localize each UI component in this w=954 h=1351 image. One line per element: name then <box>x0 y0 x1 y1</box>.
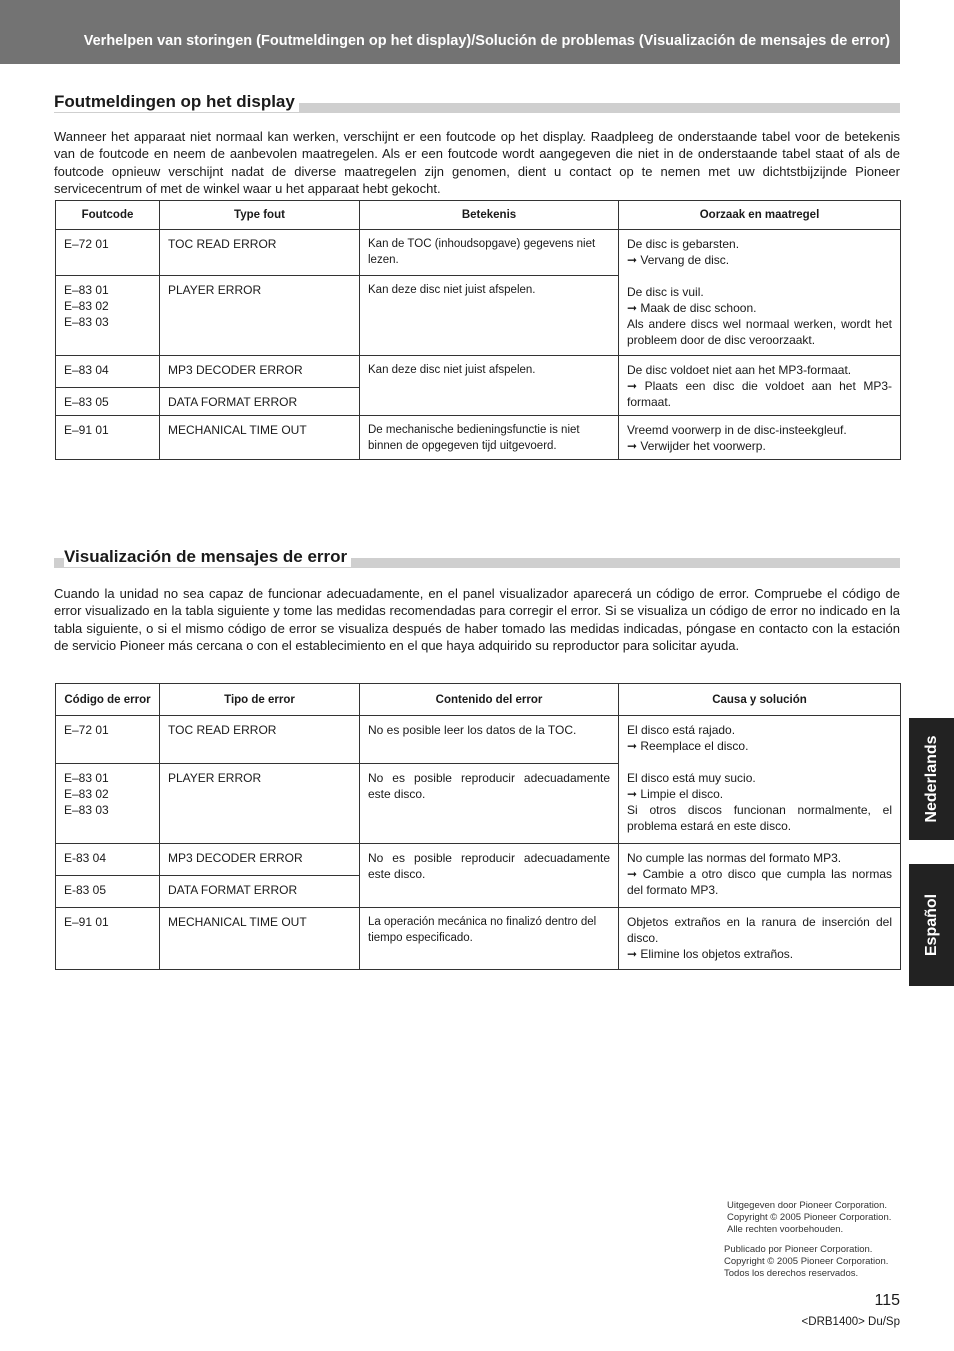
error-cause <box>619 716 901 844</box>
cause-line: De disc is gebarsten. <box>627 237 740 251</box>
column-header: Código de error <box>56 684 160 716</box>
section-heading-nl <box>54 91 900 113</box>
error-code: E–83 04 <box>56 356 160 388</box>
error-table-nl <box>55 200 901 460</box>
error-cause <box>619 356 901 416</box>
publisher-line: Alle rechten voorbehouden. <box>727 1224 844 1235</box>
language-tab-espanol[interactable] <box>909 864 954 986</box>
error-code: E–83 02 <box>64 299 109 313</box>
error-meaning: De mechanische bedieningsfunctie is niet binnen de opgegeven tijd uitgevoerd. <box>360 416 619 460</box>
table-row <box>56 716 901 764</box>
model-code: <DRB1400> Du/Sp <box>801 1316 900 1328</box>
language-tab-label: Español <box>922 893 940 957</box>
cause-line: No cumple las normas del formato MP3. <box>627 851 842 865</box>
error-table-es <box>55 683 901 970</box>
header-band <box>0 0 900 64</box>
publisher-line: Todos los derechos reservados. <box>724 1268 859 1279</box>
language-tab-nederlands[interactable] <box>909 718 954 840</box>
error-code: E–72 01 <box>56 716 160 764</box>
section-title-es: Visualización de mensajes de error <box>64 547 351 567</box>
error-type: MECHANICAL TIME OUT <box>160 416 360 460</box>
cause-action: ➞ Vervang de disc. <box>627 253 730 267</box>
error-cause <box>619 230 901 356</box>
spacer <box>627 268 892 284</box>
cause-line: El disco está muy sucio. <box>627 771 756 785</box>
error-code-list <box>56 276 160 356</box>
error-meaning: Kan deze disc niet juist afspelen. <box>360 356 619 416</box>
error-code: E–83 01 <box>64 771 109 785</box>
column-header: Type fout <box>160 201 360 230</box>
publisher-line: Copyright © 2005 Pioneer Corporation. <box>724 1256 889 1267</box>
error-cause <box>619 908 901 970</box>
error-meaning: Kan deze disc niet juist afspelen. <box>360 276 619 356</box>
column-header: Foutcode <box>56 201 160 230</box>
error-code: E–91 01 <box>56 416 160 460</box>
intro-text-es: Cuando la unidad no sea capaz de funcionar adecuadamente, en el panel visualizador aparecerá un código de error. Compruebe el código de error visualizado en la tabla siguiente y tome las medidas recomendadas para corregir el error. Si se visualiza un código de error no indicado en la tabla siguiente, o si el mismo código de error se visualiza después de haber tomado las medidas indicadas, póngase en contacto con la estación de servicio Pioneer más cercana o con el establecimiento en el que haya adquirido su reproductor para solicitar ayuda. <box>54 586 900 654</box>
spacer <box>627 754 892 770</box>
error-type: MP3 DECODER ERROR <box>160 844 360 876</box>
column-header: Contenido del error <box>360 684 619 716</box>
cause-line: El disco está rajado. <box>627 723 736 737</box>
intro-text-nl: Wanneer het apparaat niet normaal kan werken, verschijnt er een foutcode op het display. Raadpleeg de onderstaande tabel voor de betekenis van de foutcode en neem de aanbevolen maatregelen. Als er een foutcode wordt aangegeven die niet in de onderstaande tabel staat of als de foutcode opnieuw verschijnt nadat de diverse maatregelen zijn genomen, dient u contact op te nemen met uw dichtstbijzijnde Pioneer servicecentrum of met de winkel waar u het apparaat hebt gekocht. <box>54 129 900 197</box>
table-row <box>56 356 901 388</box>
error-code: E-83 05 <box>56 876 160 908</box>
section-heading-es <box>54 546 900 568</box>
error-code: E–91 01 <box>56 908 160 970</box>
error-code: E-83 04 <box>56 844 160 876</box>
cause-action: ➞ Verwijder het voorwerp. <box>627 439 766 453</box>
error-meaning: No es posible leer los datos de la TOC. <box>360 716 619 764</box>
error-type: MP3 DECODER ERROR <box>160 356 360 388</box>
error-type: MECHANICAL TIME OUT <box>160 908 360 970</box>
cause-line: Si otros discos funcionan normalmente, el problema estará en este disco. <box>627 803 892 833</box>
error-type: DATA FORMAT ERROR <box>160 876 360 908</box>
cause-line: De disc is vuil. <box>627 285 704 299</box>
cause-action: ➞ Limpie el disco. <box>627 787 724 801</box>
error-type: PLAYER ERROR <box>160 764 360 844</box>
error-type: DATA FORMAT ERROR <box>160 388 360 416</box>
table-row <box>56 844 901 876</box>
cause-action: ➞ Maak de disc schoon. <box>627 301 757 315</box>
error-code-list <box>56 764 160 844</box>
error-type: TOC READ ERROR <box>160 716 360 764</box>
error-code: E–83 05 <box>56 388 160 416</box>
error-type: PLAYER ERROR <box>160 276 360 356</box>
publisher-notice-nl <box>727 1200 891 1236</box>
table-row <box>56 416 901 460</box>
cause-action: ➞ Cambie a otro disco que cumpla las normas del formato MP3. <box>627 867 892 897</box>
error-type: TOC READ ERROR <box>160 230 360 276</box>
header-title: Verhelpen van storingen (Foutmeldingen op het display)/Solución de problemas (Visualización de mensajes de error) <box>83 33 890 49</box>
column-header: Oorzaak en maatregel <box>619 201 901 230</box>
cause-action: ➞ Reemplace el disco. <box>627 739 749 753</box>
cause-action: ➞ Elimine los objetos extraños. <box>627 947 794 961</box>
publisher-notice-es <box>724 1244 888 1280</box>
error-meaning: No es posible reproducir adecuadamente este disco. <box>360 764 619 844</box>
column-header: Causa y solución <box>619 684 901 716</box>
error-meaning: La operación mecánica no finalizó dentro del tiempo especificado. <box>360 908 619 970</box>
error-code: E–83 01 <box>64 283 109 297</box>
cause-action: ➞ Plaats een disc die voldoet aan het MP3-formaat. <box>627 379 892 409</box>
column-header: Tipo de error <box>160 684 360 716</box>
error-code: E–83 03 <box>64 803 109 817</box>
error-meaning: No es posible reproducir adecuadamente este disco. <box>360 844 619 908</box>
cause-line: Vreemd voorwerp in de disc-insteekgleuf. <box>627 423 847 437</box>
cause-line: Objetos extraños en la ranura de inserción del disco. <box>627 915 892 945</box>
error-meaning: Kan de TOC (inhoudsopgave) gegevens niet lezen. <box>360 230 619 276</box>
publisher-line: Copyright © 2005 Pioneer Corporation. <box>727 1212 892 1223</box>
section-title-nl: Foutmeldingen op het display <box>54 92 299 112</box>
table-header-row <box>56 684 901 716</box>
error-code: E–83 02 <box>64 787 109 801</box>
publisher-line: Publicado por Pioneer Corporation. <box>724 1244 873 1255</box>
table-row <box>56 230 901 276</box>
error-cause <box>619 844 901 908</box>
table-row <box>56 908 901 970</box>
page-number: 115 <box>874 1292 900 1309</box>
cause-line: Als andere discs wel normaal werken, wordt het probleem door de disc veroorzaakt. <box>627 317 892 347</box>
publisher-line: Uitgegeven door Pioneer Corporation. <box>727 1200 888 1211</box>
error-code: E–83 03 <box>64 315 109 329</box>
language-tab-label: Nederlands <box>922 735 940 823</box>
cause-line: De disc voldoet niet aan het MP3-formaat. <box>627 363 852 377</box>
error-code: E–72 01 <box>56 230 160 276</box>
column-header: Betekenis <box>360 201 619 230</box>
error-cause <box>619 416 901 460</box>
table-header-row <box>56 201 901 230</box>
